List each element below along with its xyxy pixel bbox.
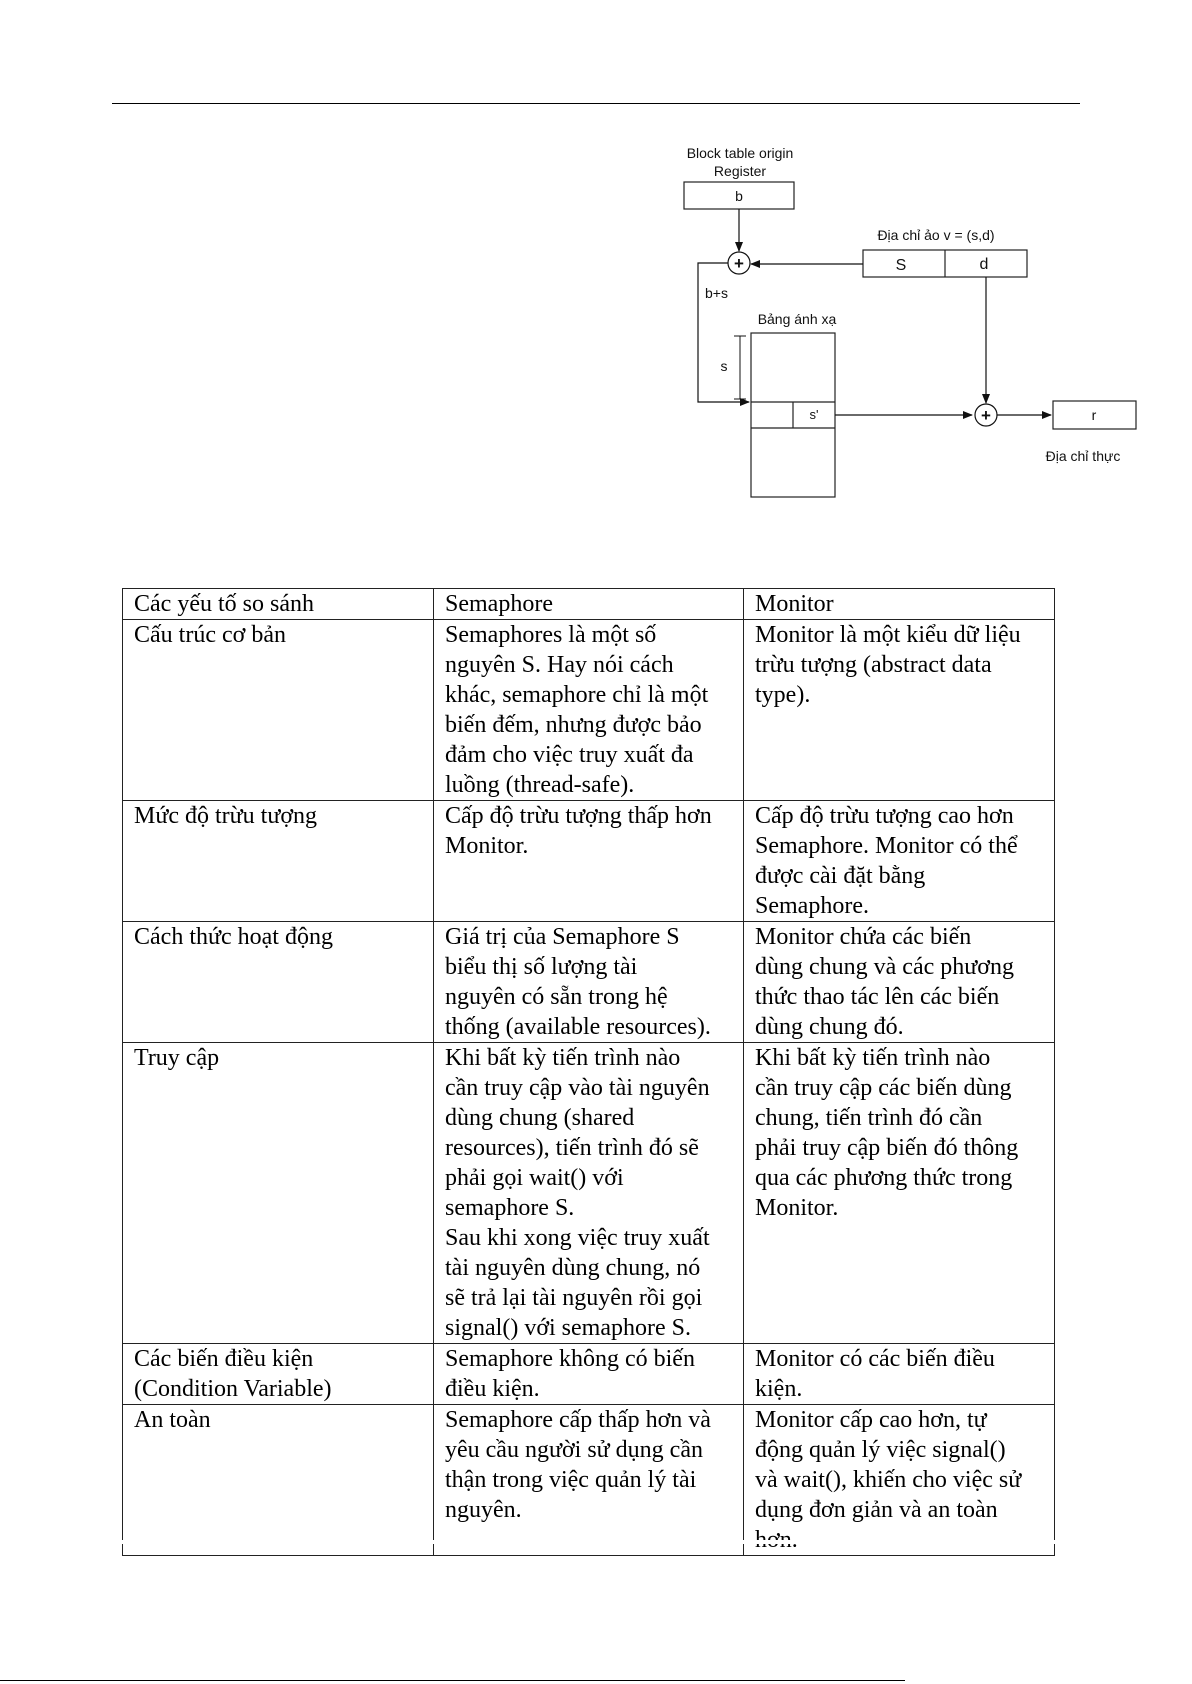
criterion-cell [123, 1405, 434, 1556]
semaphore-cell [434, 1344, 744, 1405]
cell-text-line: Các biến điều kiện [134, 1346, 314, 1372]
cell-text-line: điều kiện. [445, 1376, 540, 1402]
cell-text-line: semaphore S. [445, 1195, 575, 1221]
segment-field: S [895, 257, 907, 274]
cell-text-line: Monitor có các biến điều [755, 1346, 995, 1372]
cell-text-line: phải gọi wait() với [445, 1165, 624, 1191]
cell-text-line: khác, semaphore chỉ là một [445, 682, 709, 708]
cell-text-line: và wait(), khiến cho việc sử [755, 1467, 1022, 1493]
cell-text-line: thức thao tác lên các biến [755, 984, 1000, 1010]
table-row [123, 1405, 1055, 1556]
header-criteria: Các yếu tố so sánh [123, 589, 434, 620]
cell-text-line: Cấp độ trừu tượng cao hơn [755, 803, 1014, 829]
criterion-cell [123, 801, 434, 922]
adder-to-table-path [698, 263, 749, 402]
table-row [123, 801, 1055, 922]
cell-text-line: Monitor. [755, 1195, 839, 1221]
block-table-label-line1: Block table origin [686, 145, 794, 161]
cell-text-line: (Condition Variable) [134, 1376, 332, 1402]
cell-text-line: An toàn [134, 1407, 211, 1433]
cell-text-line: Khi bất kỳ tiến trình nào [445, 1045, 681, 1071]
offset-s-label: s [720, 358, 728, 374]
result-field: r [1091, 407, 1097, 423]
cell-text-line: biến đếm, nhưng được bảo [445, 712, 702, 738]
semaphore-cell [434, 922, 744, 1043]
cell-text-line: sẽ trả lại tài nguyên rồi gọi [445, 1285, 703, 1311]
table-row [123, 1344, 1055, 1405]
cell-text-line: Monitor là một kiểu dữ liệu [755, 622, 1021, 648]
semaphore-cell [434, 620, 744, 801]
cell-text-line: Cấu trúc cơ bản [134, 622, 286, 648]
cell-text-line: Semaphore. [755, 893, 869, 919]
mapping-table-label: Bảng ánh xạ [757, 311, 837, 327]
criterion-cell [123, 1043, 434, 1344]
cell-text-line: nguyên có sẵn trong hệ [445, 984, 668, 1010]
criterion-cell [123, 922, 434, 1043]
cell-text-line: Monitor cấp cao hơn, tự [755, 1407, 987, 1433]
criterion-cell [123, 1344, 434, 1405]
table-row [123, 922, 1055, 1043]
adder-bottom-symbol: + [981, 406, 991, 425]
monitor-cell [744, 801, 1055, 922]
cell-text-line: phải truy cập biến đó thông [755, 1135, 1019, 1161]
cell-text-line: Semaphore không có biến [445, 1346, 695, 1372]
cell-text-line: Truy cập [134, 1045, 220, 1071]
cell-text-line: dùng chung đó. [755, 1014, 904, 1040]
cell-text-line: Mức độ trừu tượng [134, 803, 318, 829]
footer-rule [0, 1680, 905, 1681]
cell-text-line: nguyên. [445, 1497, 522, 1523]
cell-text-line: Semaphore. Monitor có thể [755, 833, 1018, 859]
monitor-cell [744, 620, 1055, 801]
header-monitor: Monitor [744, 589, 1055, 620]
cell-text-line: Cấp độ trừu tượng thấp hơn [445, 803, 712, 829]
page-cut-mask [118, 1540, 1058, 1544]
cell-text-line: Monitor. [445, 833, 529, 859]
cell-text-line: dùng chung (shared [445, 1105, 635, 1131]
semaphore-cell [434, 801, 744, 922]
sum-label: b+s [705, 285, 728, 301]
semaphore-cell [434, 1405, 744, 1556]
offset-field: d [979, 256, 989, 273]
cell-text-line: cần truy cập các biến dùng [755, 1075, 1012, 1101]
cell-text-line: thống (available resources). [445, 1014, 711, 1040]
cell-text-line: Semaphore cấp thấp hơn và [445, 1407, 711, 1433]
table-row [123, 1043, 1055, 1344]
cell-text-line: nguyên S. Hay nói cách [445, 652, 674, 678]
cell-text-line: cần truy cập vào tài nguyên [445, 1075, 710, 1101]
cell-text-line: trừu tượng (abstract data [755, 652, 992, 678]
criterion-cell [123, 620, 434, 801]
header-semaphore: Semaphore [434, 589, 744, 620]
base-register-value: b [735, 188, 743, 204]
cell-text-line: Khi bất kỳ tiến trình nào [755, 1045, 991, 1071]
cell-text-line: được cài đặt bằng [755, 863, 926, 889]
segmentation-address-diagram [0, 0, 1192, 520]
cell-text-line: động quản lý việc signal() [755, 1437, 1006, 1463]
virtual-address-label: Địa chỉ ảo v = (s,d) [877, 227, 995, 243]
cell-text-line: type). [755, 682, 811, 708]
table-row [123, 620, 1055, 801]
cell-text-line: yêu cầu người sử dụng cần [445, 1437, 703, 1463]
mapping-entry-value: s' [809, 407, 819, 422]
cell-text-line: biểu thị số lượng tài [445, 954, 638, 980]
monitor-cell [744, 1344, 1055, 1405]
cell-text-line: thận trong việc quản lý tài [445, 1467, 697, 1493]
cell-text-line: Monitor chứa các biến [755, 924, 972, 950]
monitor-cell [744, 1405, 1055, 1556]
physical-address-label: Địa chỉ thực [1045, 448, 1121, 464]
cell-text-line: qua các phương thức trong [755, 1165, 1013, 1191]
cell-text-line: đảm cho việc truy xuất đa [445, 742, 694, 768]
cell-text-line: resources), tiến trình đó sẽ [445, 1135, 699, 1161]
cell-text-line: dụng đơn giản và an toàn [755, 1497, 998, 1523]
adder-top-symbol: + [734, 254, 744, 273]
cell-text-line: Sau khi xong việc truy xuất [445, 1225, 710, 1251]
cell-text-line: Semaphores là một số [445, 622, 657, 648]
cell-text-line: signal() với semaphore S. [445, 1315, 691, 1341]
cell-text-line: kiện. [755, 1376, 803, 1402]
block-table-label-line2: Register [713, 163, 767, 179]
table-header-row [123, 589, 1055, 620]
semaphore-monitor-comparison-table [122, 588, 1055, 1556]
cell-text-line: Giá trị của Semaphore S [445, 924, 680, 950]
cell-text-line: dùng chung và các phương [755, 954, 1014, 980]
table-body [123, 620, 1055, 1556]
cell-text-line: chung, tiến trình đó cần [755, 1105, 983, 1131]
cell-text-line: luồng (thread-safe). [445, 772, 635, 798]
monitor-cell [744, 922, 1055, 1043]
monitor-cell [744, 1043, 1055, 1344]
cell-text-line: Cách thức hoạt động [134, 924, 333, 950]
cell-text-line: tài nguyên dùng chung, nó [445, 1255, 701, 1281]
semaphore-cell [434, 1043, 744, 1344]
